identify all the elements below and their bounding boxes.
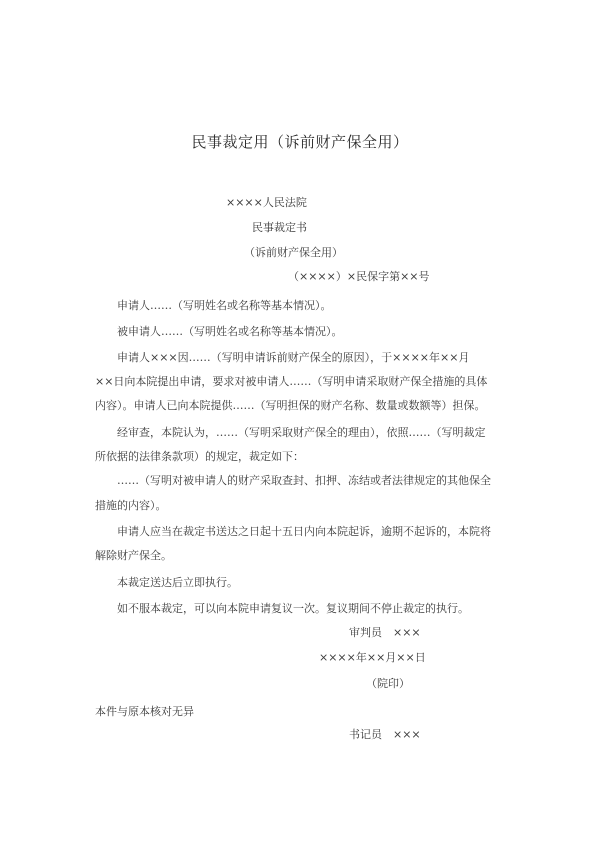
document-title: 民事裁定用（诉前财产保全用）: [191, 133, 409, 151]
certification-note: 本件与原本核对无异: [95, 705, 194, 718]
court-seal: （院印）: [366, 677, 410, 690]
document-type: 民事裁定书: [252, 221, 307, 234]
judge-signature: 审判员 ×××: [349, 626, 421, 639]
document-subtitle: （诉前财产保全用）: [244, 246, 343, 259]
paragraph-ruling-line: ……（写明对被申请人的财产采取查封、扣押、冻结或者法律规定的其他保全: [95, 474, 491, 487]
paragraph-lawsuit-line: 申请人应当在裁定书送达之日起十五日内向本院起诉，逾期不起诉的，本院将: [95, 525, 491, 538]
paragraph-application-line: 申请人×××因……（写明申请诉前财产保全的原因），于××××年××月: [95, 351, 470, 364]
paragraph-ruling-line: 所依据的法律条款项）的规定，裁定如下：: [95, 450, 304, 463]
court-name: ××××人民法院: [226, 196, 307, 209]
case-number: （××××）×民保字第××号: [288, 270, 430, 283]
paragraph-respondent: 被申请人……（写明姓名或名称等基本情况）。: [95, 325, 343, 338]
paragraph-review: 如不服本裁定，可以向本院申请复议一次。复议期间不停止裁定的执行。: [95, 602, 469, 615]
paragraph-application-line: 内容）。申请人已向本院提供……（写明担保的财产名称、数量或数额等）担保。: [95, 399, 486, 412]
paragraph-ruling-line: 经审查，本院认为，……（写明采取财产保全的理由），依照……（写明裁定: [95, 426, 486, 439]
clerk-signature: 书记员 ×××: [349, 728, 421, 741]
paragraph-ruling-line: 措施的内容）。: [95, 499, 167, 512]
paragraph-lawsuit-line: 解除财产保全。: [95, 549, 172, 562]
paragraph-application-line: ××日向本院提出申请，要求对被申请人……（写明申请采取财产保全措施的具体: [95, 375, 488, 388]
ruling-date: ××××年××月××日: [319, 651, 426, 664]
paragraph-execution: 本裁定送达后立即执行。: [95, 576, 238, 589]
paragraph-applicant: 申请人……（写明姓名或名称等基本情况）。: [95, 299, 332, 312]
